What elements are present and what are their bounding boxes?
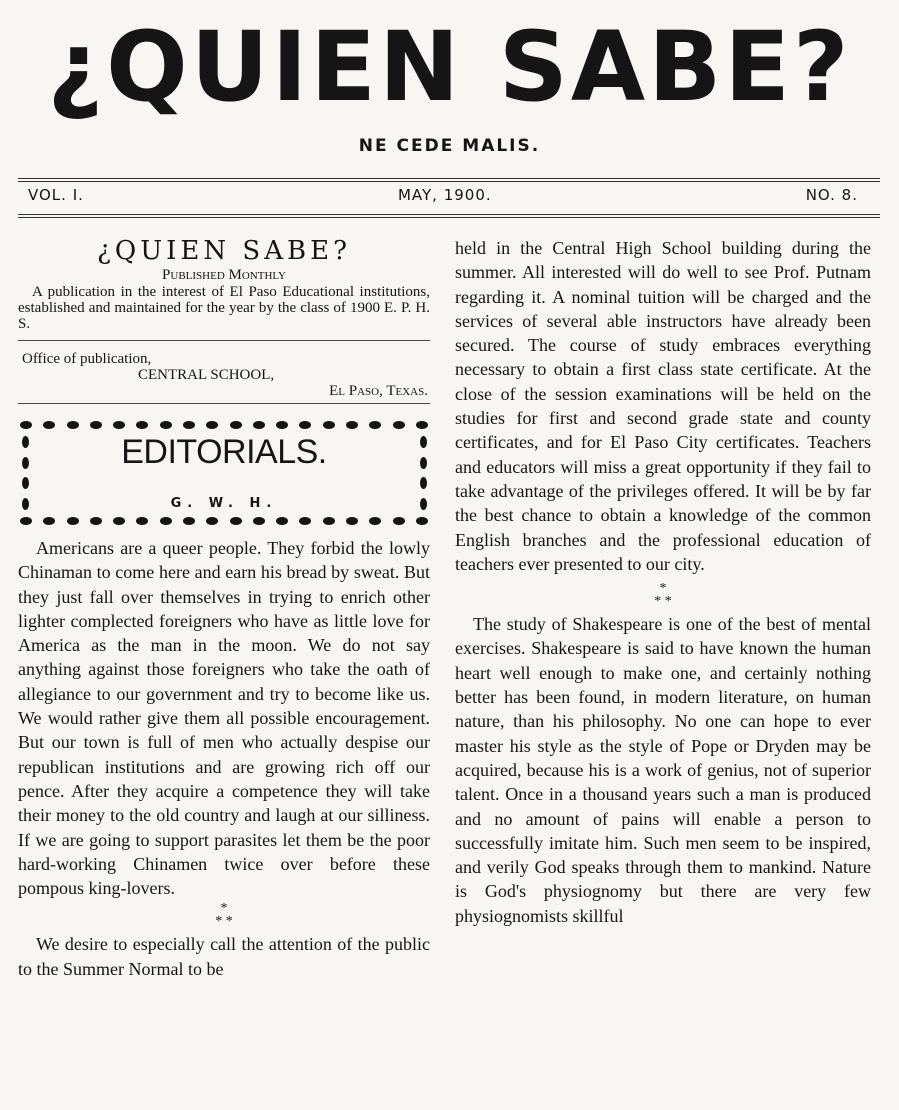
issue-volume: VOL. I. xyxy=(28,186,84,204)
office-line-1: CENTRAL SCHOOL, xyxy=(138,367,275,383)
editorials-heading: EDITORIALS. xyxy=(121,433,327,471)
issue-date: MAY, 1900. xyxy=(397,186,492,204)
header-rule-bottom xyxy=(18,214,880,215)
section-asterism: * * * xyxy=(215,901,233,930)
editorial-paragraph: held in the Central High School building during the summer. All interested will do well to see Prof. Putnam regarding it. A nominal tuition will be charged and the services of several able instructors have already been secured. The course of study embraces everything necessary to obtain a first class state certificate. At the close of the session examinations will be held on the studies for first and second grade state and county certificates, and for El Paso City certificates. Teachers and educators will miss a great opportunity if they fail to take advantage of the privileges offered. It will be by far the best chance to obtain a knowledge of the common English branches and the professional education of teachers ever presented to our city. xyxy=(455,238,871,574)
editorial-paragraph: We desire to especially call the attention of the public to the Summer Normal to be xyxy=(18,934,430,979)
publication-divider xyxy=(18,340,430,341)
office-line-2: El Paso, Texas. xyxy=(329,383,428,399)
left-column xyxy=(18,236,430,981)
editorials-author: G. W. H. xyxy=(170,496,278,511)
editorial-paragraph: Americans are a queer people. They forbid the lowly Chinaman to come here and earn his bread by sweat. But they just fall over themselves in trying to enrich other lighter complected foreigners who have as little love for America as the man in the moon. We do not say anything against those foreigners who take the oath of allegiance to our government and try to become like us. We would rather give them all possible encouragement. But our town is full of men who actually despise our republican institutions and are growing rich off our pence. After they acquire a competence they will take their money to the old country and laugh at our silliness. If we are going to support parasites let them be the poor hard-working Chinamen twice over before these pompous king-lovers. xyxy=(18,538,430,899)
publication-title: ¿QUIEN SABE? xyxy=(96,236,352,266)
right-column xyxy=(455,236,871,928)
masthead-title: ¿QUIEN SABE? xyxy=(47,11,852,123)
header-rule-top-2 xyxy=(18,181,880,182)
ornament-border-bottom xyxy=(20,514,428,528)
section-asterism: * * * xyxy=(654,581,672,610)
issue-number: NO. 8. xyxy=(805,186,858,204)
publication-office xyxy=(18,351,430,399)
ornament-border-top xyxy=(20,418,428,432)
office-divider xyxy=(18,403,430,404)
editorial-paragraph: The study of Shakespeare is one of the best of mental exercises. Shakespeare is said to have known the human heart well enough to make one, and certainly nothing better has been found, in modern literature, on human nature, than his philosophy. No one can hope to ever master his style as the style of Pope or Dryden may be acquired, because his is a work of genius, not of superior talent. Once in a thousand years such a man is produced and no amount of pains will enable a person to successfully imitate him. Such men seem to be inspired, and verily God speaks through them to mankind. Nature is God's physiognomy but there are very few physiognomists skillful xyxy=(455,614,871,926)
editorials-ornament-box xyxy=(20,418,428,528)
header-rule-bottom-2 xyxy=(18,217,880,218)
publication-frequency: Published Monthly xyxy=(162,267,286,283)
publication-description: A publication in the interest of El Paso Educational institutions, established and maintained for the year by the class of 1900 E. P. H. S. xyxy=(18,284,430,332)
header-rule-top xyxy=(18,178,880,179)
masthead-motto: NE CEDE MALIS. xyxy=(358,136,541,156)
issue-line xyxy=(28,186,858,204)
office-label: Office of publication, xyxy=(22,351,152,367)
